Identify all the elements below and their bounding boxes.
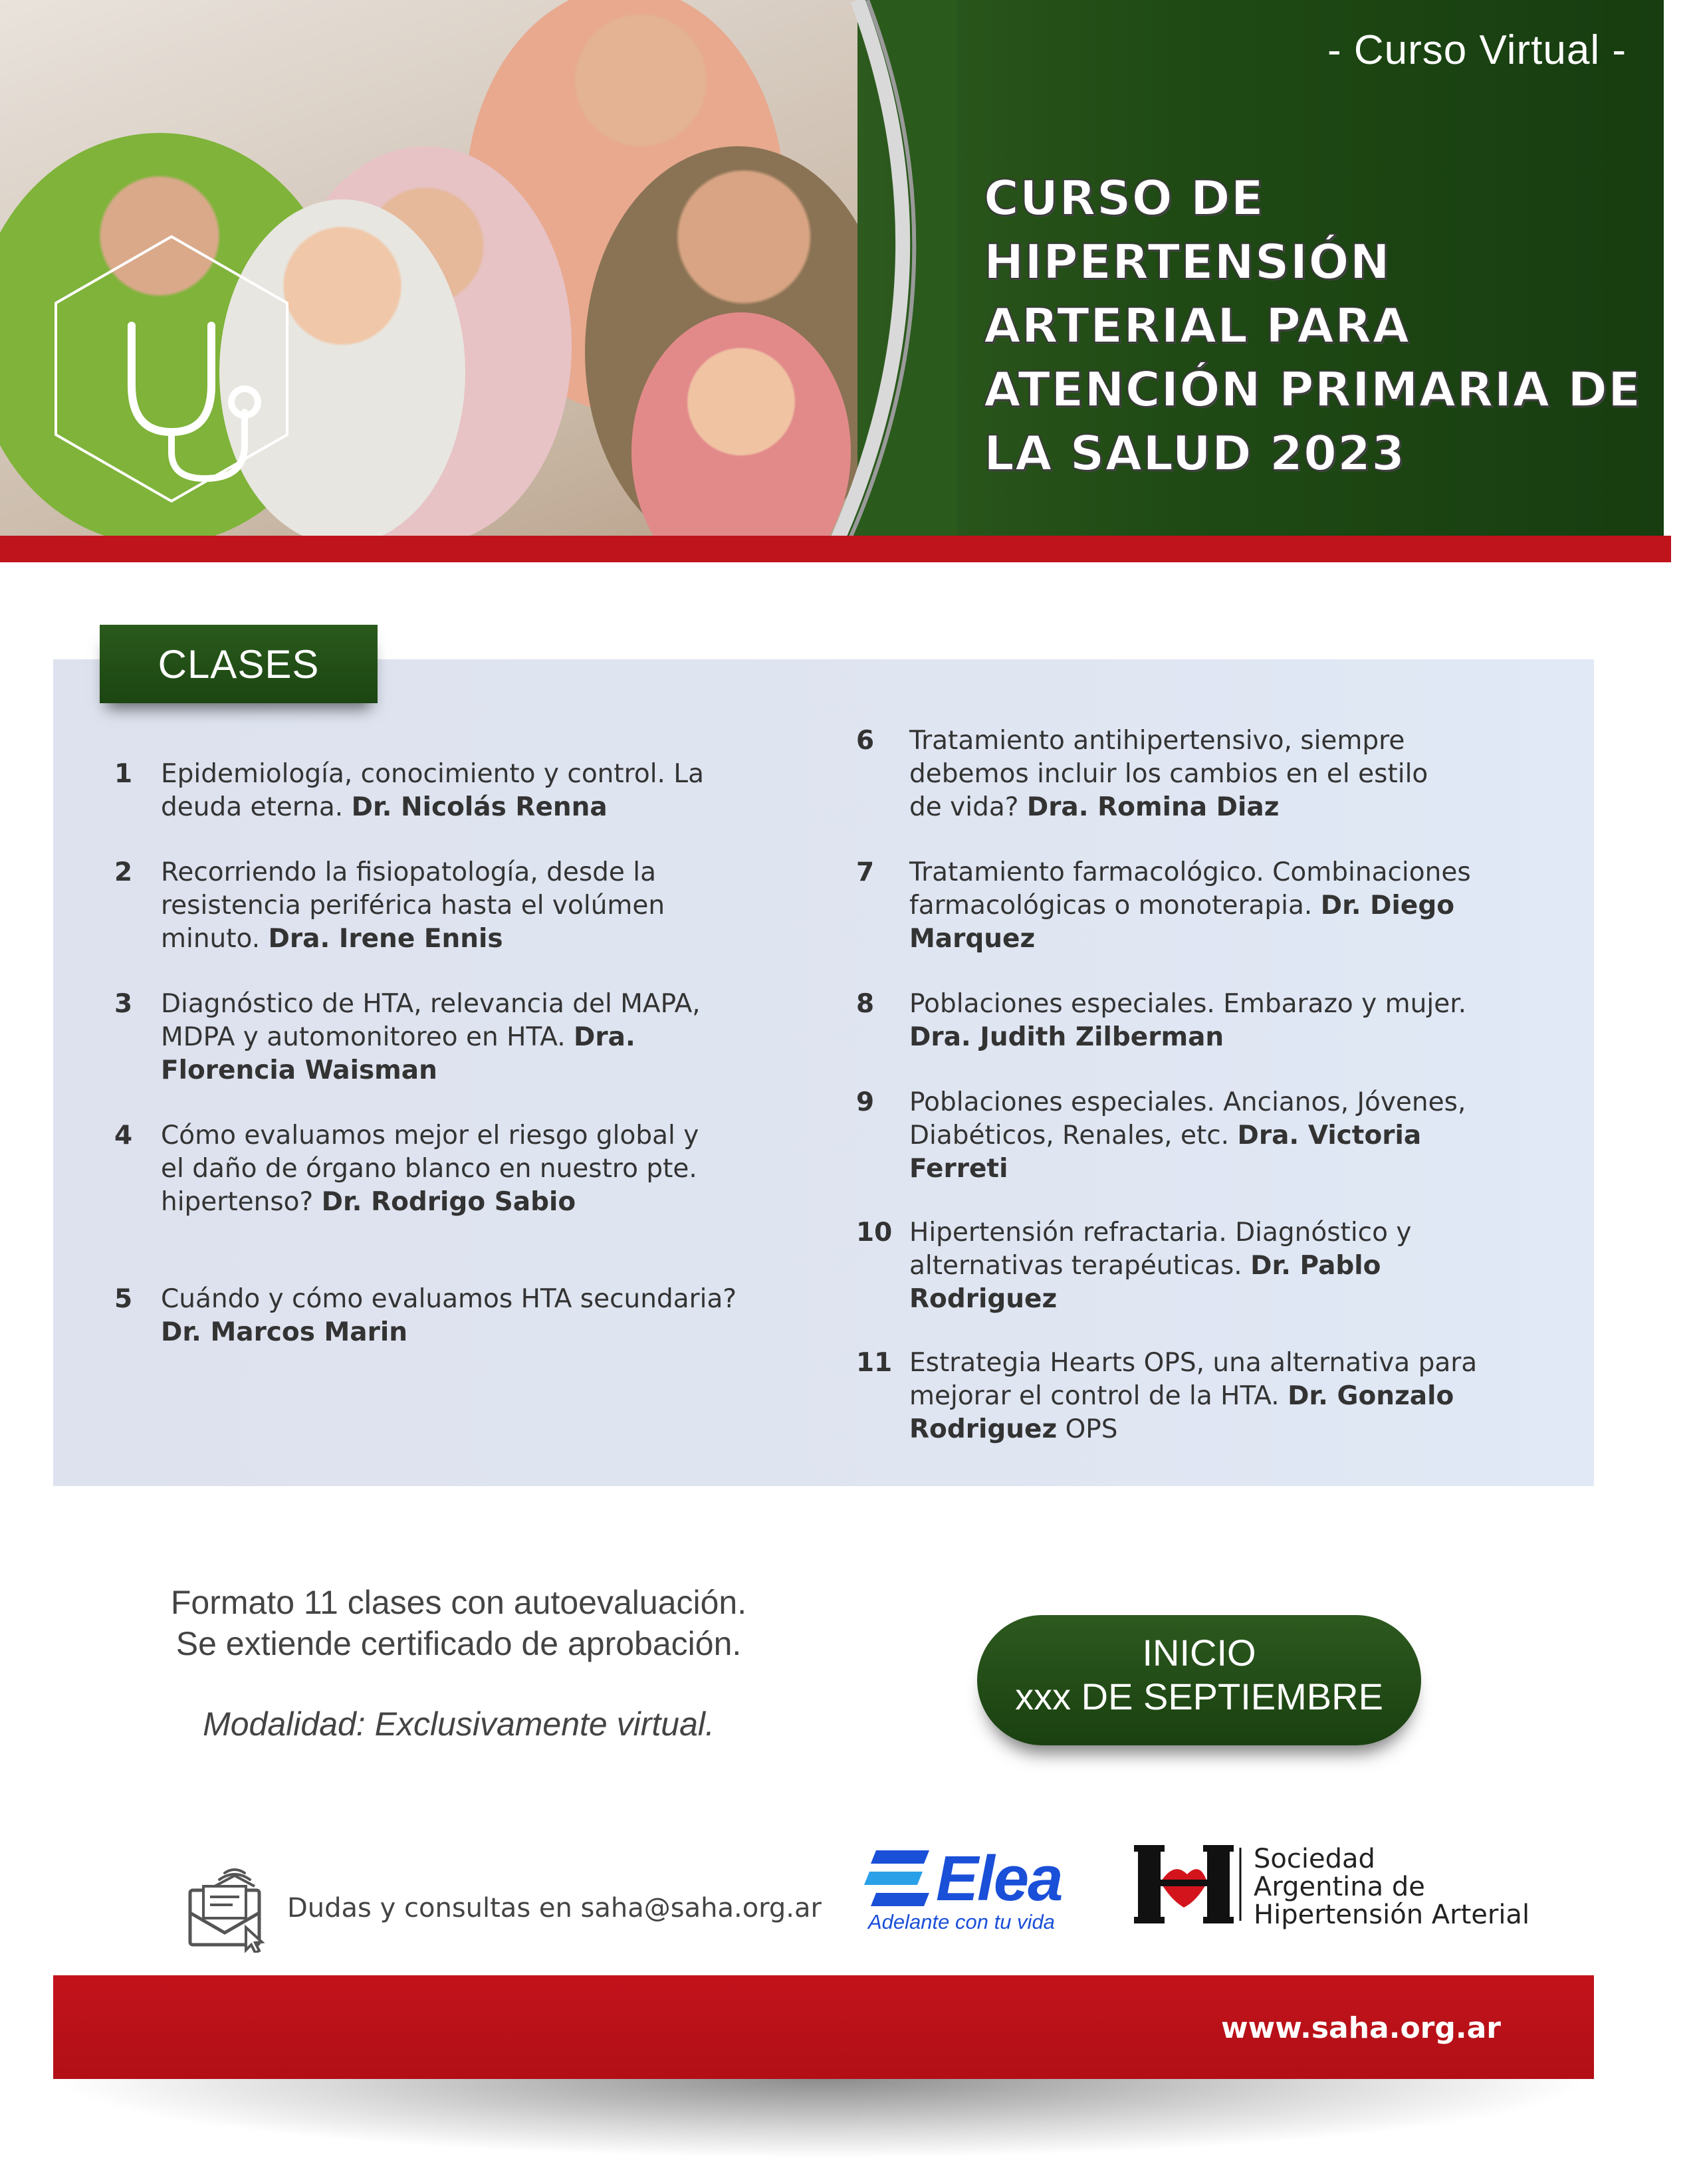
class-title: Tratamiento antihipertensivo, siempre debemos incluir los cambios en el estilo de vida?	[909, 726, 1428, 822]
saha-mark-icon	[1134, 1841, 1247, 1927]
class-item-3	[114, 988, 713, 1087]
class-doctor: Dr. Nicolás Renna	[351, 792, 608, 822]
class-item-6	[856, 724, 1468, 824]
format-line: Formato 11 clases con autoevaluación.	[170, 1584, 747, 1621]
header-red-strip	[0, 536, 1671, 562]
saha-name	[1254, 1845, 1529, 1929]
class-title: Estrategia Hearts OPS, una alternativa para mejorar el control de la HTA.	[909, 1348, 1478, 1411]
certificate-line: Se extiende certificado de aprobación.	[175, 1625, 742, 1662]
class-item-2	[114, 856, 699, 956]
class-doctor: Dr. Gonzalo Rodriguez	[909, 1381, 1454, 1444]
elea-mark-icon	[863, 1846, 936, 1913]
stethoscope-icon	[52, 233, 291, 505]
class-title: Tratamiento farmacológico. Combinaciones farmacológicas o monoterapia.	[909, 857, 1471, 921]
start-date-badge	[977, 1615, 1421, 1745]
start-label: INICIO	[1142, 1632, 1256, 1674]
start-date: xxx DE SEPTIEMBRE	[1015, 1676, 1383, 1717]
elea-name: Elea	[936, 1843, 1062, 1914]
class-number: 4	[114, 1121, 133, 1150]
class-number: 10	[856, 1218, 893, 1248]
modality-text: Modalidad: Exclusivamente virtual.	[203, 1705, 715, 1743]
class-number: 6	[856, 726, 875, 756]
elea-tagline: Adelante con tu vida	[868, 1910, 1055, 1933]
class-doctor: Dr. Pablo Rodriguez	[909, 1251, 1381, 1314]
class-item-4	[114, 1119, 713, 1219]
class-number: 7	[856, 857, 875, 887]
class-doctor: Dra. Victoria Ferreti	[909, 1121, 1422, 1184]
class-doctor: Dr. Diego Marquez	[909, 891, 1455, 954]
class-item-9	[856, 1086, 1494, 1186]
class-number: 1	[114, 759, 133, 789]
class-item-5	[114, 1283, 779, 1349]
class-title: Epidemiología, conocimiento y control. La deuda eterna.	[161, 759, 704, 822]
footer-shadow	[53, 2079, 1594, 2159]
course-title: CURSO DE HIPERTENSIÓN ARTERIAL PARA ATENCIÓN PRIMARIA DE LA SALUD 2023	[984, 170, 1642, 481]
contact-info: Dudas y consultas en saha@saha.org.ar	[287, 1893, 822, 1923]
saha-line: Sociedad	[1254, 1844, 1375, 1874]
website-link[interactable]: www.saha.org.ar	[1221, 2011, 1501, 2045]
email-icon	[185, 1866, 271, 1953]
class-suffix: OPS	[1057, 1414, 1118, 1444]
class-item-8	[856, 988, 1494, 1054]
class-item-1	[114, 758, 713, 824]
class-title: Poblaciones especiales. Ancianos, Jóvenes, Diabéticos, Renales, etc.	[909, 1087, 1466, 1150]
saha-logo	[1134, 1841, 1546, 1930]
class-doctor: Dra. Florencia Waisman	[161, 1022, 635, 1085]
class-item-7	[856, 856, 1494, 956]
class-doctor: Dra. Judith Zilberman	[909, 1022, 1224, 1052]
class-title: Hipertensión refractaria. Diagnóstico y alternativas terapéuticas.	[909, 1218, 1412, 1281]
class-title: Cómo evaluamos mejor el riesgo global y el daño de órgano blanco en nuestro pte. hipertenso?	[161, 1121, 699, 1217]
panel-curve-divider	[758, 0, 957, 540]
class-doctor: Dra. Romina Diaz	[1026, 792, 1280, 822]
class-doctor: Dr. Marcos Marin	[161, 1317, 407, 1347]
class-number: 8	[856, 989, 875, 1019]
class-item-10	[856, 1216, 1468, 1316]
class-doctor: Dr. Rodrigo Sabio	[321, 1187, 576, 1217]
saha-line: Hipertensión Arterial	[1254, 1900, 1530, 1930]
class-number: 2	[114, 857, 133, 887]
class-title: Recorriendo la fisiopatología, desde la resistencia periférica hasta el volúmen minuto.	[161, 857, 665, 954]
course-type-tag: - Curso Virtual -	[1327, 27, 1627, 73]
class-number: 5	[114, 1284, 133, 1314]
class-number: 3	[114, 989, 133, 1019]
saha-line: Argentina de	[1254, 1872, 1425, 1902]
class-doctor: Dra. Irene Ennis	[268, 924, 503, 954]
class-number: 11	[856, 1348, 893, 1378]
class-number: 9	[856, 1087, 875, 1117]
class-title: Diagnóstico de HTA, relevancia del MAPA, MDPA y automonitoreo en HTA.	[161, 989, 701, 1052]
format-description	[126, 1582, 791, 1664]
footer-bar	[53, 1975, 1594, 2079]
classes-heading: CLASES	[100, 625, 378, 703]
class-title: Poblaciones especiales. Embarazo y mujer.	[909, 989, 1467, 1019]
elea-logo	[863, 1840, 1089, 1933]
class-item-11	[856, 1347, 1494, 1446]
class-title: Cuándo y cómo evaluamos HTA secundaria?	[161, 1284, 737, 1314]
